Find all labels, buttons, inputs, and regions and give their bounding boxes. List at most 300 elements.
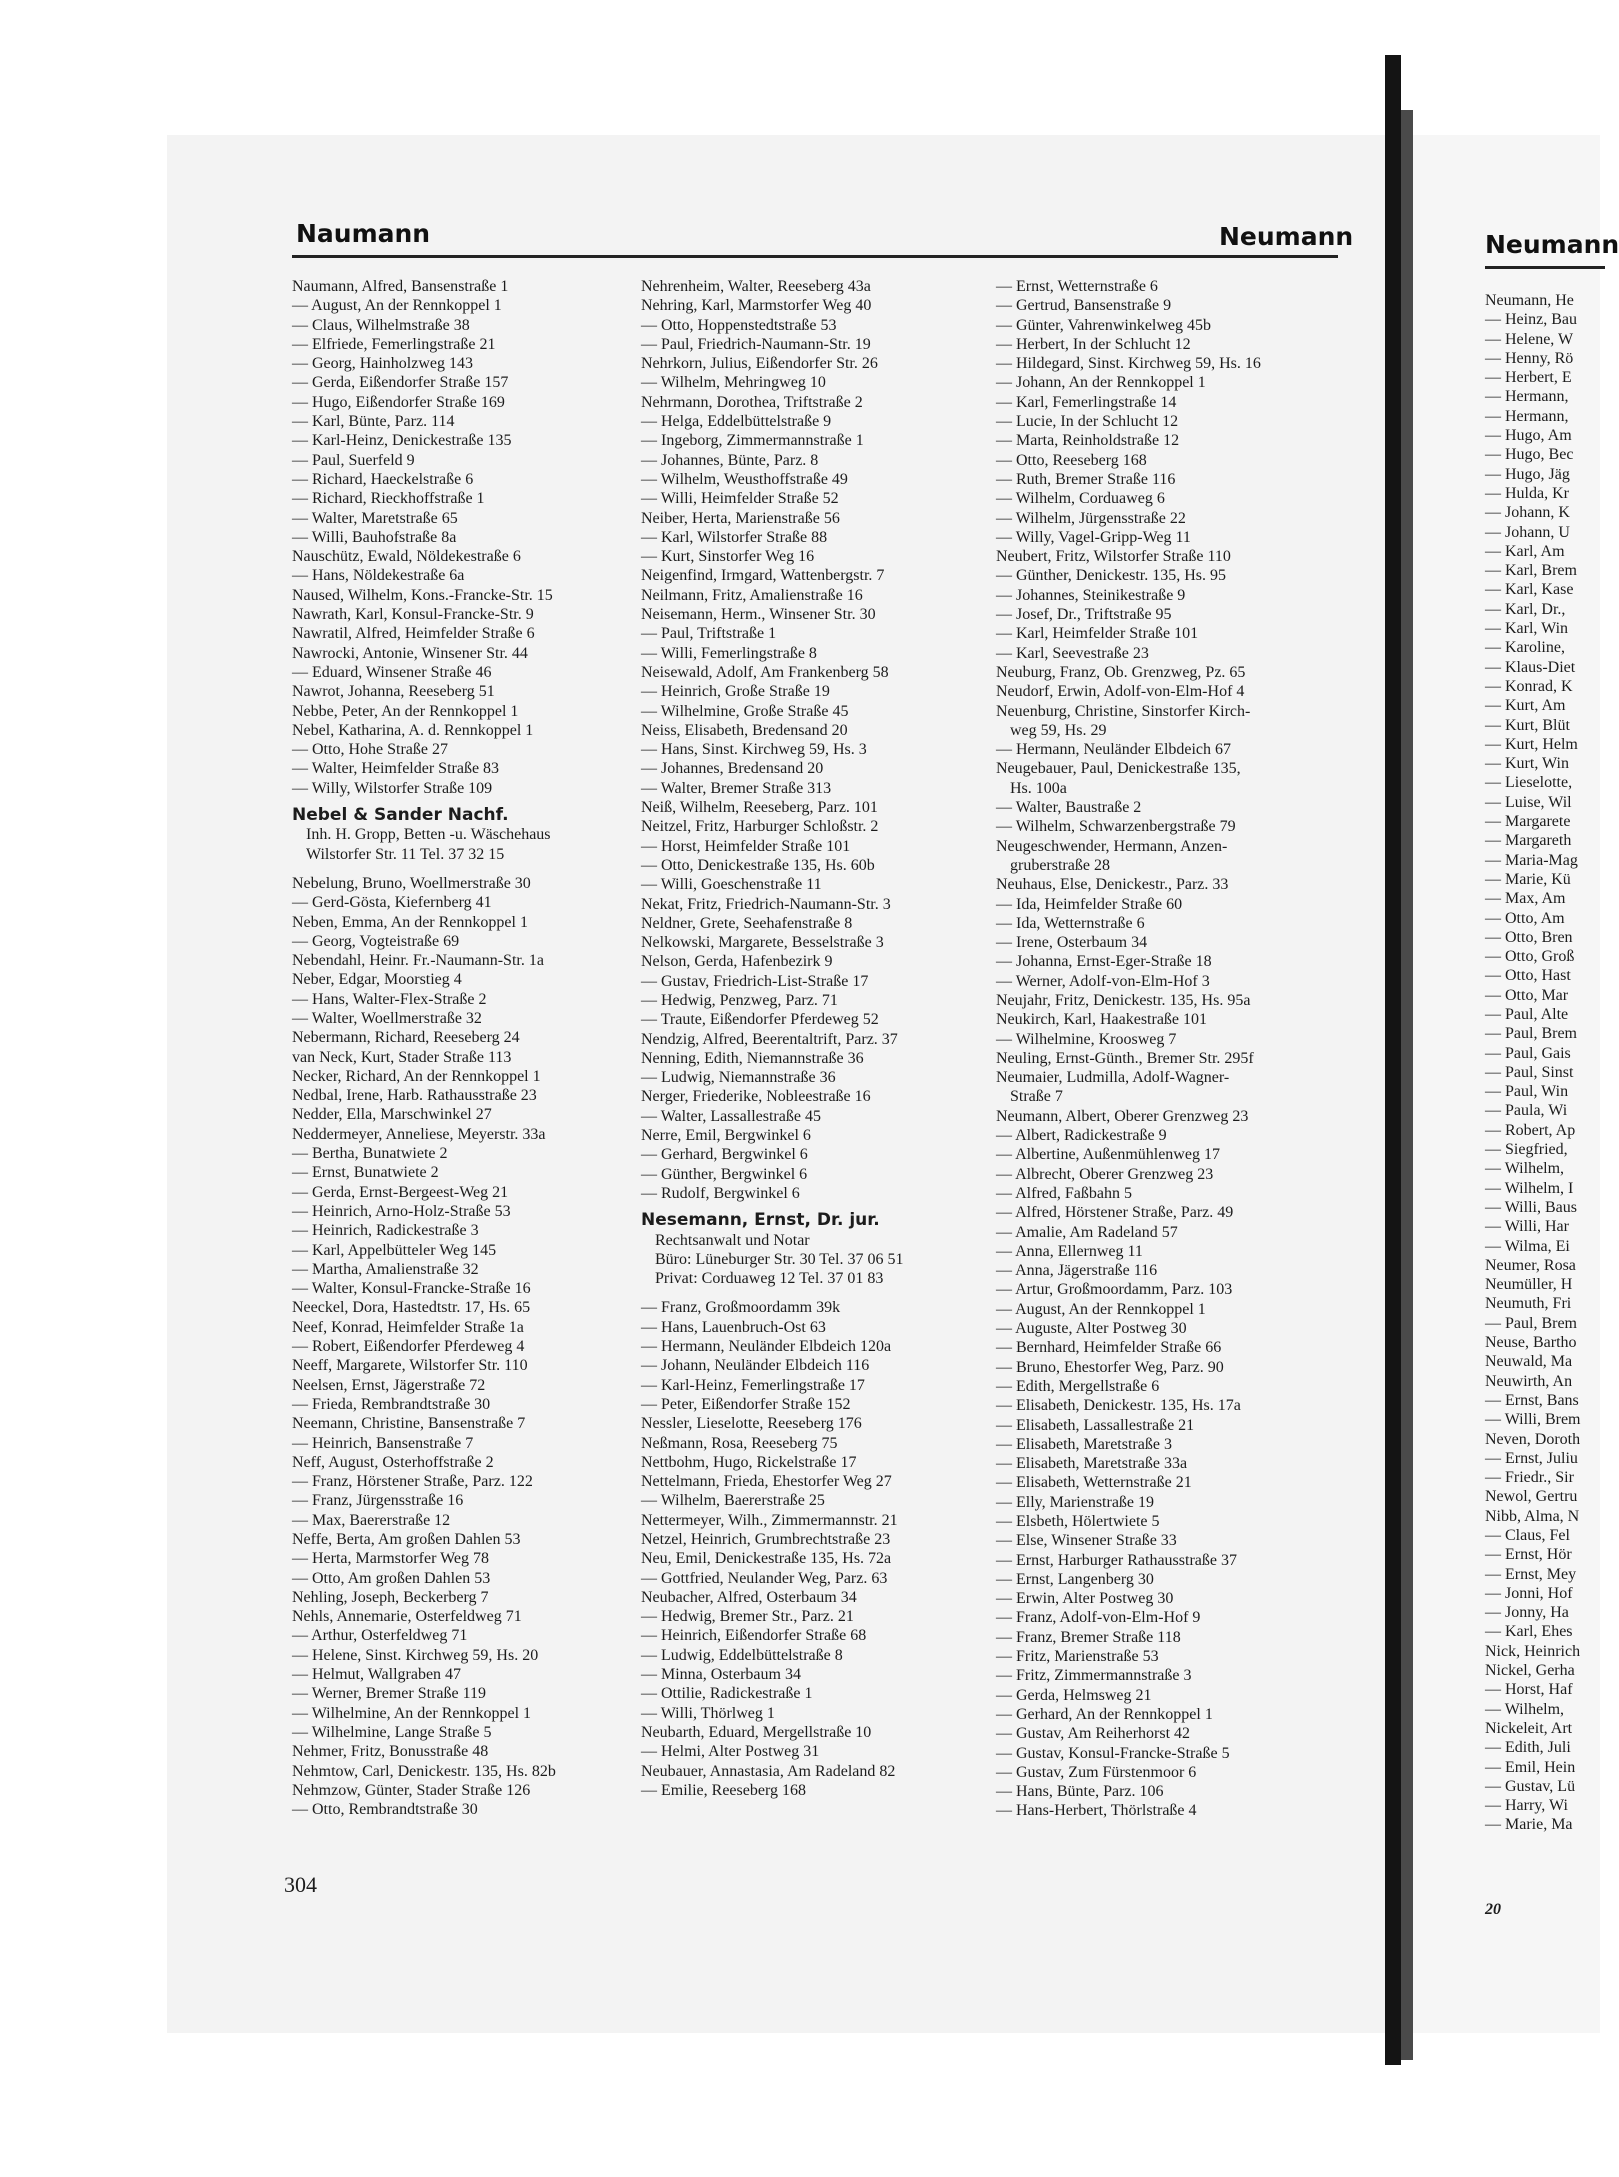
directory-entry: — Konrad, K: [1485, 677, 1573, 695]
directory-entry: Neukirch, Karl, Haakestraße 101: [996, 1011, 1208, 1029]
directory-entry: — Kurt, Am: [1485, 697, 1566, 715]
directory-entry: — Ernst, Bunatwiete 2: [292, 1164, 439, 1182]
directory-entry: Nehmtow, Carl, Denickestr. 135, Hs. 82b: [292, 1762, 556, 1780]
directory-entry: — Ernst, Mey: [1485, 1565, 1577, 1583]
directory-entry: — Gerhard, An der Rennkoppel 1: [996, 1705, 1213, 1723]
directory-entry: Privat: Corduaweg 12 Tel. 37 01 83: [655, 1270, 884, 1288]
directory-entry: Neisemann, Herm., Winsener Str. 30: [641, 606, 876, 624]
directory-entry: Büro: Lüneburger Str. 30 Tel. 37 06 51: [655, 1250, 904, 1268]
directory-entry: Neujahr, Fritz, Denickestr. 135, Hs. 95a: [996, 991, 1251, 1009]
directory-entry: — Willy, Vagel-Gripp-Weg 11: [996, 528, 1191, 546]
directory-entry: — Richard, Haeckelstraße 6: [292, 470, 474, 488]
directory-entry: — Günter, Vahrenwinkelweg 45b: [996, 316, 1212, 334]
right-page-number: 20: [1485, 1901, 1501, 1918]
directory-entry: — Bernhard, Heimfelder Straße 66: [996, 1339, 1222, 1357]
directory-entry: — Robert, Eißendorfer Pferdeweg 4: [292, 1338, 525, 1356]
directory-entry: Nehls, Annemarie, Osterfeldweg 71: [292, 1608, 522, 1626]
directory-entry: — Claus, Wilhelmstraße 38: [292, 316, 470, 334]
directory-entry: — Marie, Ma: [1485, 1816, 1573, 1834]
directory-entry: Nehmer, Fritz, Bonusstraße 48: [292, 1743, 489, 1761]
directory-entry: — Herbert, In der Schlucht 12: [996, 335, 1191, 353]
directory-entry: Neber, Edgar, Moorstieg 4: [292, 971, 462, 989]
directory-entry: Straße 7: [1010, 1088, 1063, 1106]
directory-entry: — Karl, Wilstorfer Straße 88: [641, 528, 828, 546]
directory-entry: — Artur, Großmoordamm, Parz. 103: [996, 1281, 1233, 1299]
directory-entry: — Kurt, Helm: [1485, 735, 1578, 753]
directory-entry: — Wilhelm, Corduaweg 6: [996, 490, 1165, 508]
directory-entry: — Max, Am: [1485, 890, 1566, 908]
directory-entry: — Walter, Heimfelder Straße 83: [292, 760, 500, 778]
directory-entry: Nibb, Alma, N: [1485, 1507, 1580, 1525]
directory-entry: — Hugo, Bec: [1485, 446, 1574, 464]
page-number: 304: [284, 1872, 317, 1897]
directory-entry: — Irene, Osterbaum 34: [996, 934, 1148, 952]
directory-entry: Neef, Konrad, Heimfelder Straße 1a: [292, 1318, 524, 1336]
directory-entry: — Gerda, Ernst-Bergeest-Weg 21: [292, 1183, 509, 1201]
directory-entry: — Arthur, Osterfeldweg 71: [292, 1627, 468, 1645]
directory-entry: Nehling, Joseph, Beckerberg 7: [292, 1588, 489, 1606]
directory-entry: — Ludwig, Eddelbüttelstraße 8: [641, 1646, 843, 1664]
directory-entry: — Wilhelm, Baererstraße 25: [641, 1492, 825, 1510]
directory-entry: Neemann, Christine, Bansenstraße 7: [292, 1415, 526, 1433]
directory-entry: — Johann, K: [1485, 504, 1570, 522]
directory-entry: — Johann, An der Rennkoppel 1: [996, 374, 1206, 392]
directory-entry: Nenning, Edith, Niemannstraße 36: [641, 1049, 864, 1067]
directory-entry: — Ernst, Langenberg 30: [996, 1570, 1154, 1588]
header-rule: [292, 255, 1338, 258]
directory-entry: — Claus, Fel: [1485, 1527, 1570, 1544]
directory-entry: — Hans, Bünte, Parz. 106: [996, 1783, 1164, 1801]
directory-entry: — Minna, Osterbaum 34: [641, 1666, 801, 1684]
directory-entry: — Martha, Amalienstraße 32: [292, 1260, 479, 1278]
directory-entry: Nessler, Lieselotte, Reeseberg 176: [641, 1415, 862, 1433]
directory-entry: — Johannes, Steinikestraße 9: [996, 586, 1186, 604]
directory-entry: — Heinrich, Bansenstraße 7: [292, 1434, 474, 1452]
directory-entry: Naused, Wilhelm, Kons.-Francke-Str. 15: [292, 586, 553, 604]
directory-entry: — Paul, Sinst: [1485, 1063, 1574, 1081]
directory-entry: — Otto, Am großen Dahlen 53: [292, 1569, 491, 1587]
directory-entry: — Helene, Sinst. Kirchweg 59, Hs. 20: [292, 1646, 539, 1664]
directory-entry: Nickeleit, Art: [1485, 1719, 1573, 1737]
directory-entry: gruberstraße 28: [1010, 856, 1110, 874]
directory-entry: Nehrenheim, Walter, Reeseberg 43a: [641, 278, 871, 295]
directory-entry: — Richard, Rieckhoffstraße 1: [292, 490, 485, 508]
directory-entry: — Else, Winsener Straße 33: [996, 1532, 1177, 1550]
directory-entry: — Johann, Neuländer Elbdeich 116: [641, 1357, 870, 1375]
directory-entry: — Helene, W: [1485, 330, 1574, 348]
directory-entry: — Otto, Am: [1485, 909, 1565, 927]
directory-entry: Nawrocki, Antonie, Winsener Str. 44: [292, 644, 528, 662]
directory-entry: Nehring, Karl, Marmstorfer Weg 40: [641, 297, 872, 315]
directory-entry: Neeckel, Dora, Hastedtstr. 17, Hs. 65: [292, 1299, 531, 1317]
directory-entry: — Willi, Brem: [1485, 1411, 1581, 1429]
directory-entry: — Helga, Eddelbüttelstraße 9: [641, 413, 832, 431]
directory-entry: Nebbe, Peter, An der Rennkoppel 1: [292, 702, 519, 720]
directory-entry: Neugebauer, Paul, Denickestraße 135,: [996, 760, 1241, 778]
directory-entry: — Lucie, In der Schlucht 12: [996, 413, 1179, 431]
directory-entry: Neiß, Wilhelm, Reeseberg, Parz. 101: [641, 799, 878, 817]
directory-entry: — Wilhelmine, Lange Straße 5: [292, 1723, 492, 1741]
directory-entry: — Willi, Heimfelder Straße 52: [641, 490, 839, 508]
directory-column-3: [996, 277, 1261, 1821]
directory-entry: — Walter, Lassallestraße 45: [641, 1107, 821, 1125]
directory-entry: Neiber, Herta, Marienstraße 56: [641, 509, 840, 527]
directory-entry: Nettbohm, Hugo, Rickelstraße 17: [641, 1453, 857, 1471]
directory-entry: — Gerda, Eißendorfer Straße 157: [292, 374, 509, 392]
directory-entry: — Otto, Reeseberg 168: [996, 451, 1147, 469]
directory-entry: — Edith, Juli: [1485, 1739, 1571, 1757]
directory-entry: — Fritz, Marienstraße 53: [996, 1648, 1159, 1666]
directory-entry: — Johann, U: [1485, 523, 1570, 541]
directory-entry: — Kurt, Win: [1485, 755, 1569, 773]
directory-entry: Inh. H. Gropp, Betten -u. Wäschehaus: [306, 826, 551, 844]
directory-entry: — Otto, Hohe Straße 27: [292, 741, 448, 759]
directory-entry: Neben, Emma, An der Rennkoppel 1: [292, 913, 528, 931]
directory-entry: Nendzig, Alfred, Beerentaltrift, Parz. 37: [641, 1030, 898, 1048]
directory-entry: Wilstorfer Str. 11 Tel. 37 32 15: [306, 845, 505, 863]
directory-entry: — Hans, Sinst. Kirchweg 59, Hs. 3: [641, 741, 867, 759]
directory-entry: — Margarete: [1485, 813, 1571, 831]
directory-entry: Nickel, Gerha: [1485, 1662, 1575, 1680]
directory-entry: Nelkowski, Margarete, Besselstraße 3: [641, 934, 884, 952]
directory-entry: — Elsbeth, Hölertwiete 5: [996, 1513, 1160, 1530]
directory-entry: — Elisabeth, Maretstraße 33a: [996, 1455, 1188, 1473]
directory-entry: — Otto, Groß: [1485, 948, 1575, 966]
directory-entry: — Otto, Mar: [1485, 986, 1569, 1004]
directory-entry: — Ernst, Juliu: [1485, 1449, 1578, 1467]
directory-entry: — Ludwig, Niemannstraße 36: [641, 1069, 836, 1087]
directory-entry: Rechtsanwalt und Notar: [655, 1231, 810, 1249]
directory-entry: — Werner, Bremer Straße 119: [292, 1685, 487, 1703]
directory-entry: — Hugo, Am: [1485, 427, 1572, 445]
directory-entry: Netzel, Heinrich, Grumbrechtstraße 23: [641, 1531, 891, 1548]
directory-entry: — Ida, Wetternstraße 6: [996, 914, 1145, 932]
directory-entry: Neubert, Fritz, Wilstorfer Straße 110: [996, 548, 1231, 566]
directory-entry: — Horst, Heimfelder Straße 101: [641, 837, 851, 855]
directory-entry: — Wilhelm, Mehringweg 10: [641, 374, 826, 392]
directory-entry: — Fritz, Zimmermannstraße 3: [996, 1667, 1192, 1685]
directory-entry: — Hans-Herbert, Thörlstraße 4: [996, 1802, 1197, 1820]
directory-entry: — Willi, Goeschenstraße 11: [641, 876, 822, 894]
directory-entry: — Gustav, Friedrich-List-Straße 17: [641, 972, 869, 990]
directory-entry: Nebermann, Richard, Reeseberg 24: [292, 1029, 520, 1047]
directory-entry: — Hans, Nöldekestraße 6a: [292, 567, 465, 585]
directory-entry: — Klaus-Diet: [1485, 658, 1576, 676]
directory-entry: — Karl, Seevestraße 23: [996, 644, 1149, 662]
directory-column-2: [641, 277, 904, 1800]
directory-entry: Neubauer, Annastasia, Am Radeland 82: [641, 1762, 896, 1780]
directory-entry: — Georg, Hainholzweg 143: [292, 355, 473, 373]
directory-entry: Neuhaus, Else, Denickestr., Parz. 33: [996, 876, 1229, 894]
directory-entry: — Wilhelm, Weusthoffstraße 49: [641, 470, 848, 488]
directory-entry: Neff, August, Osterhoffstraße 2: [292, 1453, 494, 1471]
directory-entry: Nedbal, Irene, Harb. Rathausstraße 23: [292, 1087, 537, 1105]
directory-entry: — Walter, Konsul-Francke-Straße 16: [292, 1280, 531, 1298]
directory-entry: Nehrkorn, Julius, Eißendorfer Str. 26: [641, 355, 878, 373]
directory-entry: Nekat, Fritz, Friedrich-Naumann-Str. 3: [641, 895, 891, 913]
directory-entry: — Karl, Heimfelder Straße 101: [996, 625, 1199, 643]
directory-entry: Neffe, Berta, Am großen Dahlen 53: [292, 1531, 521, 1548]
directory-entry: — Paula, Wi: [1485, 1102, 1568, 1120]
directory-entry: — Ernst, Hör: [1485, 1546, 1572, 1564]
directory-entry: — Wilma, Ei: [1485, 1237, 1570, 1255]
directory-entry: — Karl-Heinz, Femerlingstraße 17: [641, 1376, 865, 1394]
directory-entry: — Walter, Baustraße 2: [996, 799, 1142, 817]
right-page: [1413, 135, 1619, 2033]
directory-entry: — Josef, Dr., Triftstraße 95: [996, 606, 1172, 624]
directory-entry: — Franz, Bremer Straße 118: [996, 1628, 1181, 1646]
directory-entry: — Emilie, Reeseberg 168: [641, 1781, 806, 1799]
directory-entry: — Johannes, Bünte, Parz. 8: [641, 451, 819, 469]
directory-entry: Neumann, He: [1485, 292, 1574, 309]
directory-entry: — Walter, Bremer Straße 313: [641, 779, 832, 797]
directory-entry: Naumann, Alfred, Bansenstraße 1: [292, 278, 509, 295]
directory-entry: Nettelmann, Frieda, Ehestorfer Weg 27: [641, 1473, 892, 1491]
directory-entry: Neumann, Albert, Oberer Grenzweg 23: [996, 1107, 1249, 1125]
directory-entry: — Alfred, Hörstener Straße, Parz. 49: [996, 1204, 1234, 1222]
directory-entry: — Walter, Woellmerstraße 32: [292, 1009, 482, 1027]
directory-entry: — Alfred, Faßbahn 5: [996, 1184, 1132, 1202]
directory-entry: Hs. 100a: [1010, 779, 1067, 797]
directory-entry: — Gerda, Helmsweg 21: [996, 1686, 1152, 1704]
directory-entry: Neubacher, Alfred, Osterbaum 34: [641, 1588, 857, 1606]
directory-entry: — Gerd-Gösta, Kiefernberg 41: [292, 894, 492, 912]
directory-entry: — Elisabeth, Maretstraße 3: [996, 1435, 1172, 1453]
directory-entry: — Peter, Eißendorfer Straße 152: [641, 1395, 851, 1413]
directory-entry: Nick, Heinrich: [1485, 1642, 1581, 1660]
directory-entry: — Johanna, Ernst-Eger-Straße 18: [996, 953, 1212, 971]
directory-entry: — Hulda, Kr: [1485, 484, 1569, 502]
directory-entry: — Ottilie, Radickestraße 1: [641, 1685, 813, 1703]
directory-entry: — Günther, Denickestr. 135, Hs. 95: [996, 567, 1226, 585]
directory-entry: — Herbert, E: [1485, 369, 1572, 387]
directory-entry: — Karl, Appelbütteler Weg 145: [292, 1241, 497, 1259]
directory-entry: — Horst, Haf: [1485, 1681, 1573, 1699]
directory-entry: — Ernst, Wetternstraße 6: [996, 278, 1158, 295]
directory-entry: — Luise, Wil: [1485, 793, 1572, 811]
directory-entry: — Marie, Kü: [1485, 870, 1571, 888]
directory-entry: — Günther, Bergwinkel 6: [641, 1165, 808, 1183]
directory-entry: Neuse, Bartho: [1485, 1334, 1577, 1352]
directory-entry: — Willi, Har: [1485, 1218, 1569, 1236]
directory-entry: Neitzel, Fritz, Harburger Schloßstr. 2: [641, 818, 879, 836]
right-page-header-rule: [1485, 266, 1605, 269]
directory-entry: — Franz, Adolf-von-Elm-Hof 9: [996, 1609, 1201, 1627]
directory-entry: — Karl, Am: [1485, 542, 1565, 560]
directory-entry: — Paul, Brem: [1485, 1314, 1577, 1332]
directory-entry: Nerger, Friederike, Nobleestraße 16: [641, 1088, 871, 1106]
directory-entry: — Paul, Friedrich-Naumann-Str. 19: [641, 335, 871, 353]
directory-entry: — Albert, Radickestraße 9: [996, 1127, 1167, 1145]
directory-entry: — Otto, Bren: [1485, 928, 1573, 946]
directory-entry: — Paul, Win: [1485, 1083, 1569, 1101]
directory-entry: — Wilhelm,: [1485, 1160, 1565, 1178]
directory-entry: Neubarth, Eduard, Mergellstraße 10: [641, 1723, 872, 1741]
directory-entry: — Gustav, Zum Fürstenmoor 6: [996, 1763, 1197, 1781]
directory-entry: — Paul, Alte: [1485, 1005, 1569, 1023]
directory-entry: Neeff, Margarete, Wilstorfer Str. 110: [292, 1357, 528, 1375]
left-header-name: Naumann: [296, 219, 431, 248]
directory-entry: — Emil, Hein: [1485, 1758, 1576, 1776]
directory-entry: — Heinrich, Arno-Holz-Straße 53: [292, 1202, 511, 1220]
directory-entry: — Elfriede, Femerlingstraße 21: [292, 335, 496, 353]
directory-entry: — Herta, Marmstorfer Weg 78: [292, 1550, 490, 1568]
directory-entry: Neiss, Elisabeth, Bredensand 20: [641, 721, 848, 739]
directory-entry: — Eduard, Winsener Straße 46: [292, 663, 492, 681]
directory-entry: Nawrath, Karl, Konsul-Francke-Str. 9: [292, 606, 534, 624]
directory-entry: — Johannes, Bredensand 20: [641, 760, 824, 778]
directory-entry: — Robert, Ap: [1485, 1121, 1576, 1139]
right-page-header: Neumann: [1485, 230, 1619, 259]
directory-entry: — Ernst, Bans: [1485, 1391, 1579, 1409]
directory-entry: — Siegfried,: [1485, 1141, 1568, 1159]
directory-entry: — Karl, Ehes: [1485, 1623, 1573, 1641]
directory-entry: — Wilhelmine, An der Rennkoppel 1: [292, 1704, 532, 1722]
directory-entry: — Gustav, Am Reiherhorst 42: [996, 1725, 1191, 1743]
directory-entry: — Walter, Maretstraße 65: [292, 509, 458, 527]
right-page-column: [1485, 291, 1581, 1835]
directory-entry: — Karl, Femerlingstraße 14: [996, 393, 1177, 411]
directory-entry: Nebendahl, Heinr. Fr.-Naumann-Str. 1a: [292, 952, 544, 970]
directory-entry: Nedder, Ella, Marschwinkel 27: [292, 1106, 492, 1124]
directory-entry: — Willi, Femerlingstraße 8: [641, 644, 817, 662]
directory-entry: — Gertrud, Bansenstraße 9: [996, 297, 1172, 315]
directory-entry: Neumüller, H: [1485, 1276, 1573, 1294]
directory-entry: — Gerhard, Bergwinkel 6: [641, 1146, 808, 1164]
directory-entry: Neddermeyer, Anneliese, Meyerstr. 33a: [292, 1125, 546, 1143]
directory-entry: — Ernst, Harburger Rathausstraße 37: [996, 1551, 1237, 1569]
directory-entry: — Hans, Walter-Flex-Straße 2: [292, 990, 487, 1008]
directory-entry: — Rudolf, Bergwinkel 6: [641, 1184, 800, 1202]
directory-entry: — Wilhelm, I: [1485, 1179, 1574, 1197]
directory-entry: Neu, Emil, Denickestraße 135, Hs. 72a: [641, 1550, 892, 1568]
directory-entry: — Kurt, Blüt: [1485, 716, 1570, 734]
directory-entry: Nelson, Gerda, Hafenbezirk 9: [641, 953, 833, 971]
directory-entry: — Elly, Marienstraße 19: [996, 1493, 1155, 1511]
directory-entry: Neugeschwender, Hermann, Anzen-: [996, 837, 1228, 855]
directory-entry: — August, An der Rennkoppel 1: [292, 297, 502, 315]
directory-entry: — Albertine, Außenmühlenweg 17: [996, 1146, 1220, 1164]
directory-entry: — Kurt, Sinstorfer Weg 16: [641, 548, 815, 566]
directory-entry: — Franz, Großmoordamm 39k: [641, 1299, 841, 1317]
directory-entry: Neuenburg, Christine, Sinstorfer Kirch-: [996, 702, 1251, 720]
directory-entry: — August, An der Rennkoppel 1: [996, 1300, 1206, 1318]
directory-entry: — Wilhelmine, Große Straße 45: [641, 702, 849, 720]
directory-entry: — Frieda, Rembrandtstraße 30: [292, 1395, 491, 1413]
directory-entry: — Henny, Rö: [1485, 349, 1574, 367]
directory-entry: Nauschütz, Ewald, Nöldekestraße 6: [292, 548, 521, 566]
directory-entry: — Albrecht, Oberer Grenzweg 23: [996, 1165, 1214, 1183]
directory-entry: — Willi, Bauhofstraße 8a: [292, 528, 457, 546]
directory-entry: — Traute, Eißendorfer Pferdeweg 52: [641, 1011, 879, 1029]
directory-entry: — Werner, Adolf-von-Elm-Hof 3: [996, 972, 1210, 990]
right-header-name: Neumann: [1219, 222, 1354, 251]
directory-entry: Nehrmann, Dorothea, Triftstraße 2: [641, 393, 863, 411]
directory-entry: — Karl, Win: [1485, 620, 1569, 638]
directory-entry: Nebel, Katharina, A. d. Rennkoppel 1: [292, 721, 534, 739]
directory-entry: — Friedr., Sir: [1485, 1469, 1574, 1487]
directory-entry: — Heinrich, Radickestraße 3: [292, 1222, 479, 1240]
directory-entry: — Otto, Denickestraße 135, Hs. 60b: [641, 856, 875, 874]
directory-entry: — Ida, Heimfelder Straße 60: [996, 895, 1183, 913]
directory-entry: — Hildegard, Sinst. Kirchweg 59, Hs. 16: [996, 355, 1261, 373]
directory-entry: — Paul, Brem: [1485, 1025, 1577, 1043]
directory-entry: — Auguste, Alter Postweg 30: [996, 1320, 1187, 1338]
directory-entry: — Paul, Suerfeld 9: [292, 451, 415, 469]
directory-entry: — Erwin, Alter Postweg 30: [996, 1590, 1174, 1608]
directory-entry: Neßmann, Rosa, Reeseberg 75: [641, 1434, 838, 1452]
directory-entry: — Willy, Wilstorfer Straße 109: [292, 779, 493, 797]
directory-entry: — Hugo, Eißendorfer Straße 169: [292, 393, 505, 411]
directory-entry: Nawratil, Alfred, Heimfelder Straße 6: [292, 625, 535, 643]
directory-entry: Nerre, Emil, Bergwinkel 6: [641, 1127, 811, 1145]
directory-entry: — Margareth: [1485, 832, 1572, 850]
directory-entry: — Willi, Baus: [1485, 1198, 1577, 1216]
directory-entry: — Karl, Dr.,: [1485, 600, 1566, 618]
directory-entry: — Hedwig, Penzweg, Parz. 71: [641, 991, 838, 1009]
directory-entry: — Heinz, Bau: [1485, 311, 1577, 329]
directory-entry: Neumuth, Fri: [1485, 1295, 1572, 1313]
directory-entry: Neisewald, Adolf, Am Frankenberg 58: [641, 663, 889, 681]
book-gutter-shadow: [1401, 110, 1413, 2060]
directory-entry: — Elisabeth, Denickestr. 135, Hs. 17a: [996, 1397, 1241, 1415]
directory-entry: — Helmi, Alter Postweg 31: [641, 1743, 820, 1761]
directory-entry: — Ingeborg, Zimmermannstraße 1: [641, 432, 864, 450]
directory-entry: Neilmann, Fritz, Amalienstraße 16: [641, 586, 863, 604]
directory-entry: Neldner, Grete, Seehafenstraße 8: [641, 914, 853, 932]
directory-entry: Neelsen, Ernst, Jägerstraße 72: [292, 1376, 486, 1394]
directory-entry: — Hermann,: [1485, 388, 1569, 406]
directory-entry: — Edith, Mergellstraße 6: [996, 1377, 1160, 1395]
business-entry-title: Nesemann, Ernst, Dr. jur.: [641, 1210, 880, 1231]
directory-entry: Neudorf, Erwin, Adolf-von-Elm-Hof 4: [996, 683, 1245, 701]
directory-entry: van Neck, Kurt, Stader Straße 113: [292, 1048, 512, 1066]
book-gutter: [1385, 55, 1401, 2065]
directory-entry: — Harry, Wi: [1485, 1797, 1568, 1815]
directory-entry: — Gustav, Konsul-Francke-Straße 5: [996, 1744, 1230, 1762]
directory-entry: — Wilhelmine, Kroosweg 7: [996, 1030, 1177, 1048]
directory-entry: — Wilhelm,: [1485, 1700, 1565, 1718]
directory-entry: — Karl, Brem: [1485, 562, 1577, 580]
directory-entry: Neumaier, Ludmilla, Adolf-Wagner-: [996, 1069, 1230, 1087]
directory-entry: — Heinrich, Große Straße 19: [641, 683, 830, 701]
directory-entry: — Helmut, Wallgraben 47: [292, 1666, 462, 1684]
directory-entry: — Wilhelm, Jürgensstraße 22: [996, 509, 1186, 527]
directory-entry: Necker, Richard, An der Rennkoppel 1: [292, 1067, 541, 1085]
directory-entry: — Franz, Jürgensstraße 16: [292, 1492, 464, 1510]
directory-entry: Neven, Doroth: [1485, 1430, 1581, 1448]
directory-entry: Nettermeyer, Wilh., Zimmermannstr. 21: [641, 1511, 898, 1529]
directory-entry: Neuwald, Ma: [1485, 1353, 1573, 1371]
directory-entry: — Gustav, Lü: [1485, 1777, 1576, 1795]
directory-entry: — Hermann,: [1485, 407, 1569, 425]
directory-entry: Neumer, Rosa: [1485, 1256, 1576, 1274]
directory-entry: — Karl, Kase: [1485, 581, 1574, 599]
directory-entry: Newol, Gertru: [1485, 1488, 1578, 1506]
directory-entry: — Ruth, Bremer Straße 116: [996, 470, 1176, 488]
directory-entry: weg 59, Hs. 29: [1010, 721, 1107, 739]
directory-entry: — Hans, Lauenbruch-Ost 63: [641, 1318, 826, 1336]
directory-entry: Nawrot, Johanna, Reeseberg 51: [292, 683, 495, 701]
directory-entry: — Hermann, Neuländer Elbdeich 67: [996, 741, 1232, 759]
directory-entry: — Elisabeth, Wetternstraße 21: [996, 1474, 1192, 1492]
directory-entry: Nebelung, Bruno, Woellmerstraße 30: [292, 874, 531, 892]
directory-entry: — Lieselotte,: [1485, 774, 1573, 792]
directory-entry: Neigenfind, Irmgard, Wattenbergstr. 7: [641, 567, 885, 585]
directory-entry: — Bertha, Bunatwiete 2: [292, 1145, 448, 1163]
directory-entry: — Willi, Thörlweg 1: [641, 1704, 775, 1722]
directory-entry: — Maria-Mag: [1485, 851, 1578, 869]
